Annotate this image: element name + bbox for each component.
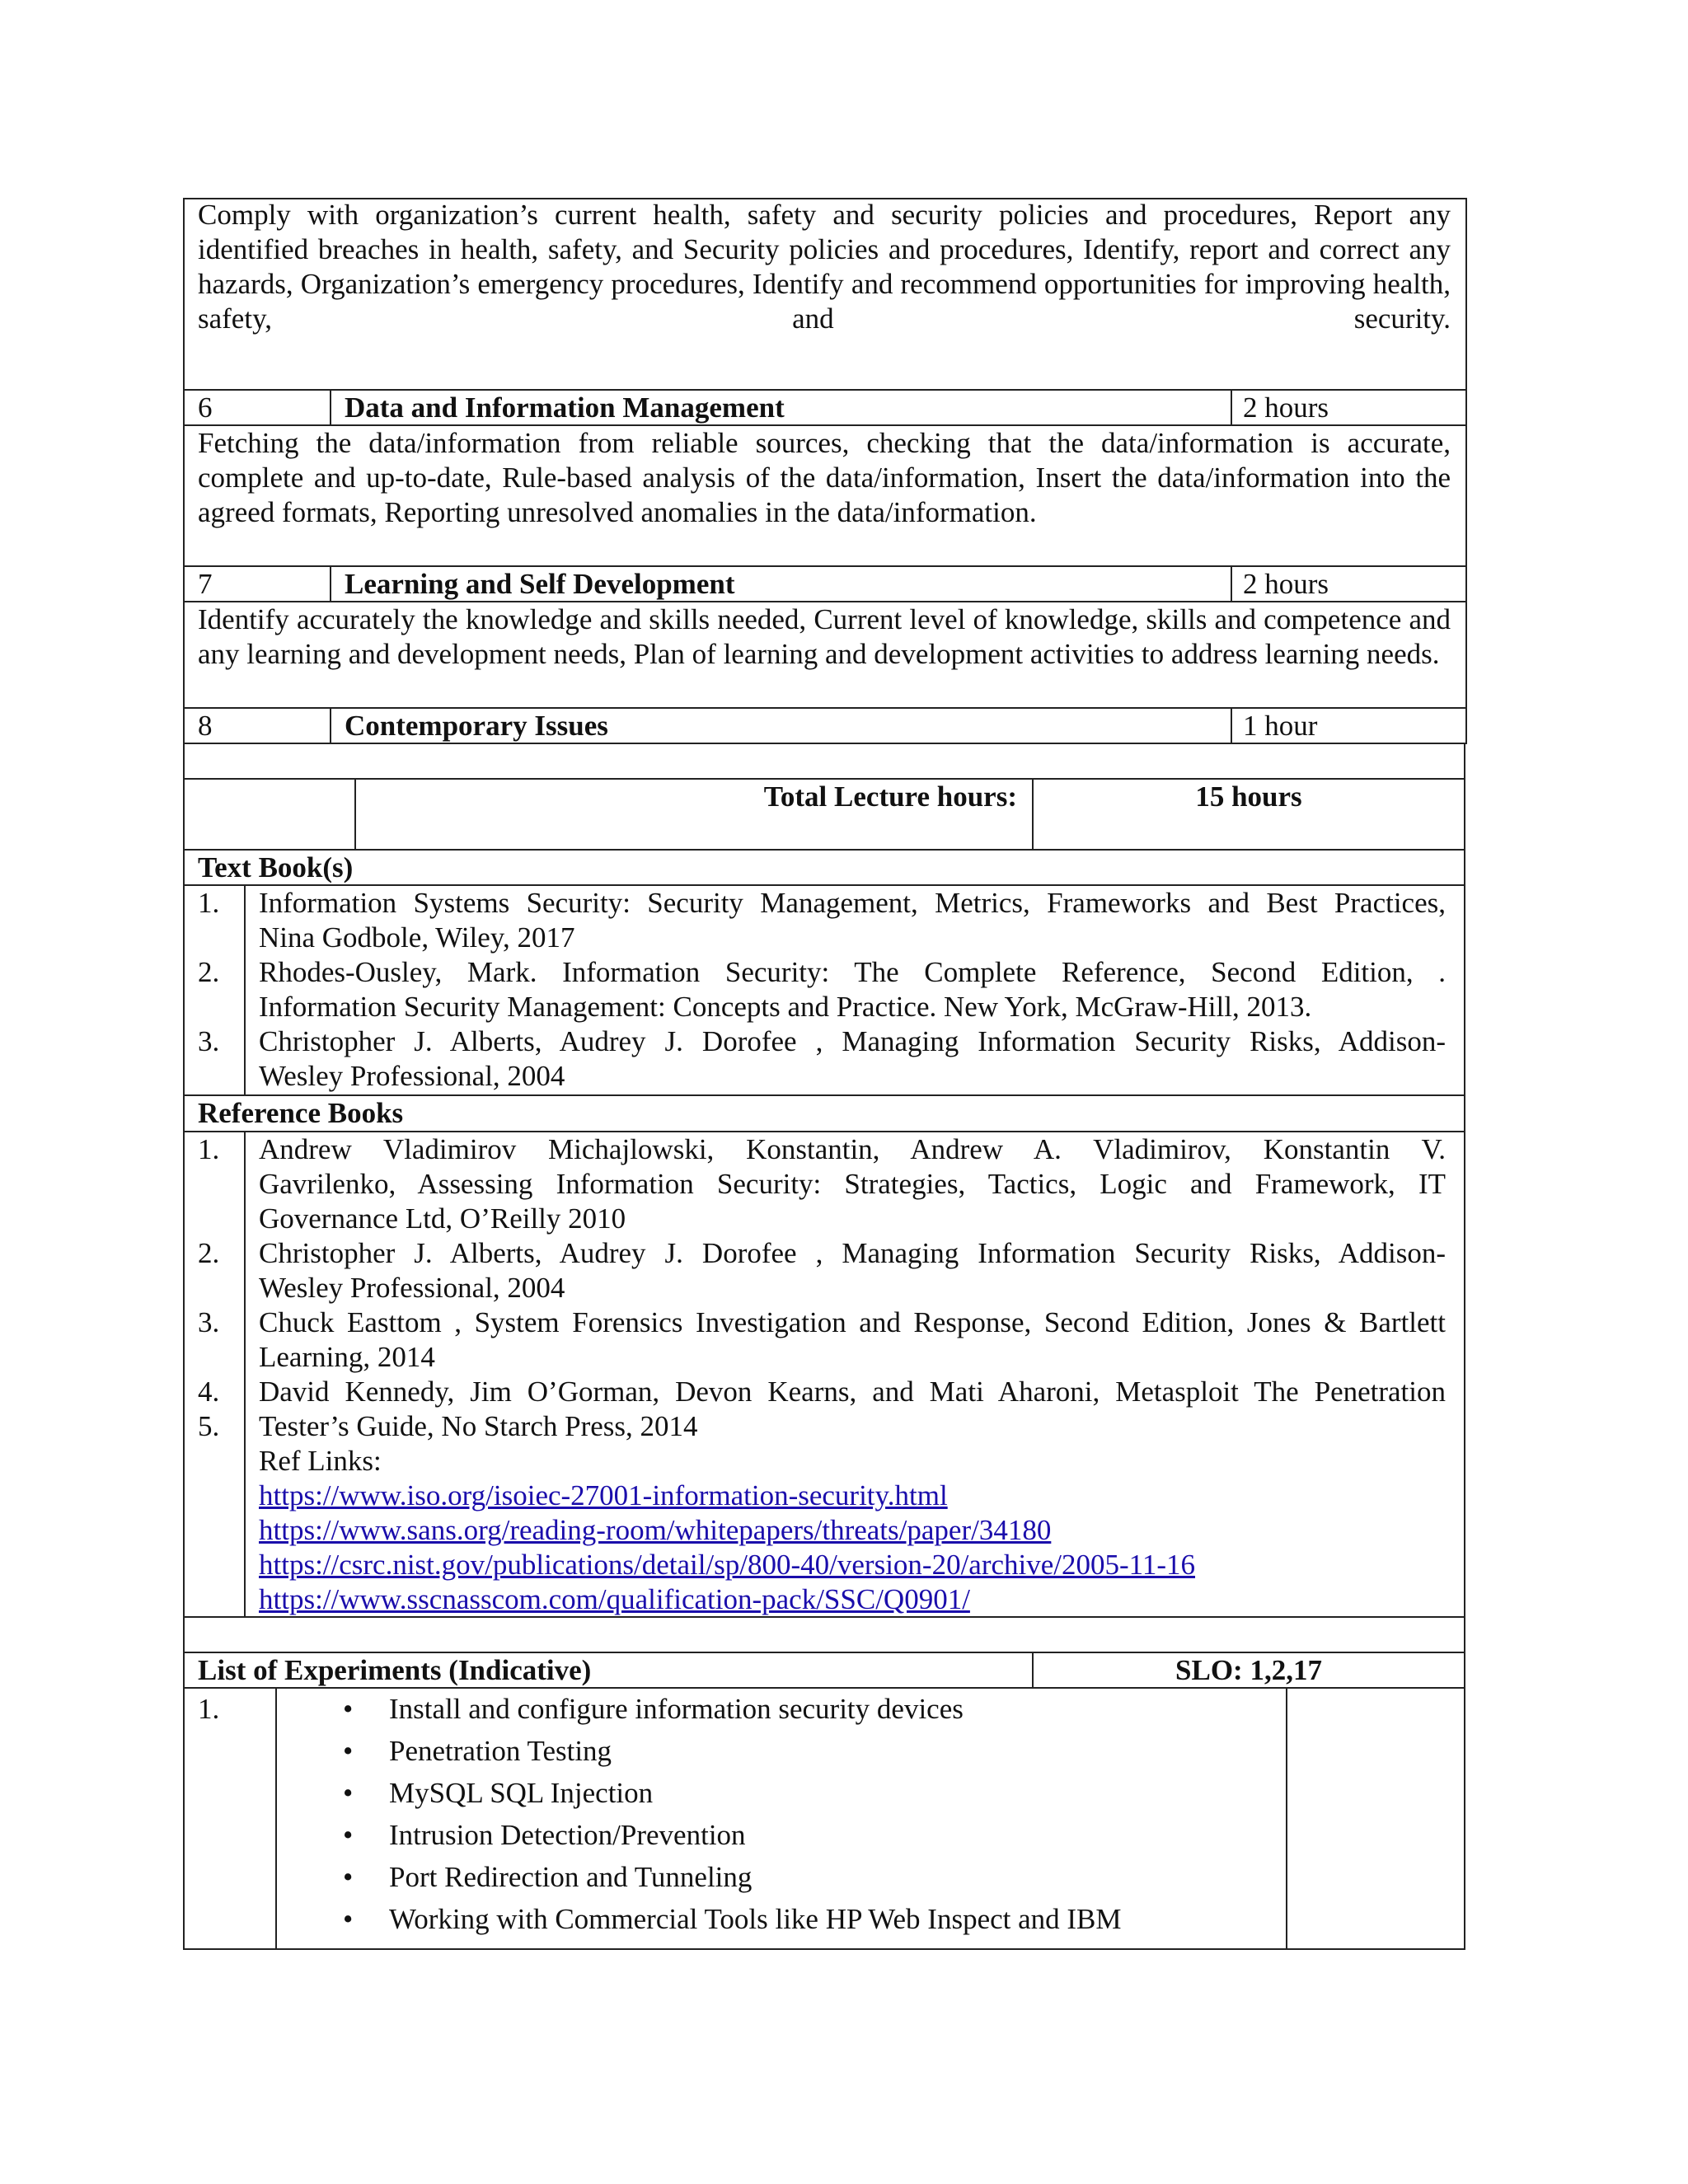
unit-5-description: [198, 198, 1451, 336]
ref-links-label: Ref Links:: [259, 1445, 382, 1477]
total-lecture-label: Total Lecture hours:: [763, 780, 1017, 813]
reference-number: 3.: [198, 1306, 220, 1338]
table-border: [1286, 1687, 1287, 1949]
ref-link-sans[interactable]: https://www.sans.org/reading-room/whitepapers/threats/paper/34180: [259, 1514, 1052, 1546]
experiment-item: Intrusion Detection/Prevention: [389, 1819, 746, 1851]
table-border: [1231, 389, 1232, 425]
experiment-item: Port Redirection and Tunneling: [389, 1861, 753, 1893]
unit-hours: 2 hours: [1243, 568, 1329, 600]
table-border: [330, 707, 331, 743]
reference-entry-cont: Gavrilenko, Assessing Information Security: Strategies, Tactics, Logic and Framework, IT: [259, 1168, 1446, 1200]
experiment-item: Working with Commercial Tools like HP Web Inspect and IBM: [389, 1903, 1122, 1935]
reference-entry-cont: Wesley Professional, 2004: [259, 1272, 565, 1304]
experiments-heading: List of Experiments (Indicative): [198, 1654, 592, 1686]
ref-link-sscnasscom[interactable]: https://www.sscnasscom.com/qualification-pack/SSC/Q0901/: [259, 1583, 970, 1615]
unit-title: Contemporary Issues: [345, 710, 608, 742]
textbook-entry-cont: Nina Godbole, Wiley, 2017: [259, 921, 575, 954]
slo-label: SLO: 1,2,17: [1175, 1654, 1322, 1686]
experiment-item: Penetration Testing: [389, 1735, 612, 1767]
experiment-item: Install and configure information security devices: [389, 1693, 964, 1725]
bullet-icon: •: [343, 1735, 354, 1767]
table-border: [183, 1616, 1465, 1618]
table-border: [183, 743, 185, 1949]
reference-entry: Christopher J. Alberts, Audrey J. Dorofee , Managing Information Security Risks, Addison-: [259, 1237, 1446, 1269]
table-border: [1465, 198, 1467, 743]
reference-entry: Chuck Easttom , System Forensics Investigation and Response, Second Edition, Jones & Bartlett: [259, 1306, 1446, 1338]
unit-number: 7: [198, 568, 213, 600]
experiment-item: MySQL SQL Injection: [389, 1777, 654, 1809]
reference-entry: Tester’s Guide, No Starch Press, 2014: [259, 1410, 698, 1442]
textbook-entry: Christopher J. Alberts, Audrey J. Dorofee , Managing Information Security Risks, Addison-: [259, 1025, 1446, 1057]
textbook-entry-cont: Information Security Management: Concepts and Practice. New York, McGraw-Hill, 2013.: [259, 991, 1312, 1023]
table-border: [354, 778, 356, 849]
unit-6-description: Fetching the data/information from reliable sources, checking that the data/information is accurate, complete and up-to-date, Rule-based analysis of the data/information, Insert the data/information into the agreed formats, Reporting unresolved anomalies in the data/information.: [198, 427, 1451, 528]
textbook-number: 3.: [198, 1025, 220, 1057]
ref-link-iso[interactable]: https://www.iso.org/isoiec-27001-information-security.html: [259, 1479, 948, 1511]
bullet-icon: •: [343, 1861, 354, 1893]
unit-7-description: Identify accurately the knowledge and skills needed, Current level of knowledge, skills and competence and any learning and development needs, Plan of learning and development activities to address learning needs.: [198, 603, 1451, 670]
bullet-icon: •: [343, 1819, 354, 1851]
textbook-entry: Information Systems Security: Security Management, Metrics, Frameworks and Best Practices,: [259, 887, 1446, 919]
textbook-entry-cont: Wesley Professional, 2004: [259, 1060, 565, 1092]
bullet-icon: •: [343, 1693, 354, 1725]
table-border: [183, 198, 185, 743]
table-border: [183, 1948, 1465, 1950]
textbook-entry: Rhodes-Ousley, Mark. Information Security: The Complete Reference, Second Edition, .: [259, 956, 1446, 988]
reference-entry: David Kennedy, Jim O’Gorman, Devon Kearns, and Mati Aharoni, Metasploit The Penetration: [259, 1376, 1446, 1408]
reference-number: 2.: [198, 1237, 220, 1269]
table-border: [183, 849, 1465, 851]
table-border: [1231, 707, 1232, 743]
bullet-icon: •: [343, 1777, 354, 1809]
table-border: [1464, 743, 1465, 1949]
unit-hours: 1 hour: [1243, 710, 1318, 742]
unit-title: Learning and Self Development: [345, 568, 735, 600]
references-heading: Reference Books: [198, 1097, 404, 1129]
table-border: [1231, 565, 1232, 602]
reference-number: 5.: [198, 1410, 220, 1442]
table-border: [244, 884, 246, 1095]
reference-entry-cont: Learning, 2014: [259, 1341, 435, 1373]
unit-hours: 2 hours: [1243, 391, 1329, 424]
table-border: [183, 1687, 1465, 1689]
table-border: [244, 1131, 246, 1617]
unit-number: 6: [198, 391, 213, 424]
unit-5-description-text: Comply with organization’s current health, safety and security policies and procedures, Report any identified breaches in health, safety, and Security policies and procedures, Identify, report and correct any hazards, Organization’s emergency procedures, Identify and recommend opportunities for improving health, safety, and security.: [198, 199, 1451, 335]
ref-link-nist[interactable]: https://csrc.nist.gov/publications/detail/sp/800-40/version-20/archive/2005-11-16: [259, 1549, 1196, 1581]
reference-entry: Andrew Vladimirov Michajlowski, Konstantin, Andrew A. Vladimirov, Konstantin V.: [259, 1133, 1446, 1165]
textbooks-heading: Text Book(s): [198, 851, 354, 883]
experiment-number: 1.: [198, 1693, 220, 1725]
textbook-number: 1.: [198, 887, 220, 919]
unit-number: 8: [198, 710, 213, 742]
table-border: [330, 389, 331, 425]
bullet-icon: •: [343, 1903, 354, 1935]
table-border: [275, 1687, 277, 1949]
unit-title: Data and Information Management: [345, 391, 785, 424]
reference-number: 1.: [198, 1133, 220, 1165]
reference-entry-cont: Governance Ltd, O’Reilly 2010: [259, 1202, 626, 1235]
table-border: [330, 565, 331, 602]
total-lecture-value: 15 hours: [1195, 780, 1302, 813]
reference-number: 4.: [198, 1376, 220, 1408]
textbook-number: 2.: [198, 956, 220, 988]
